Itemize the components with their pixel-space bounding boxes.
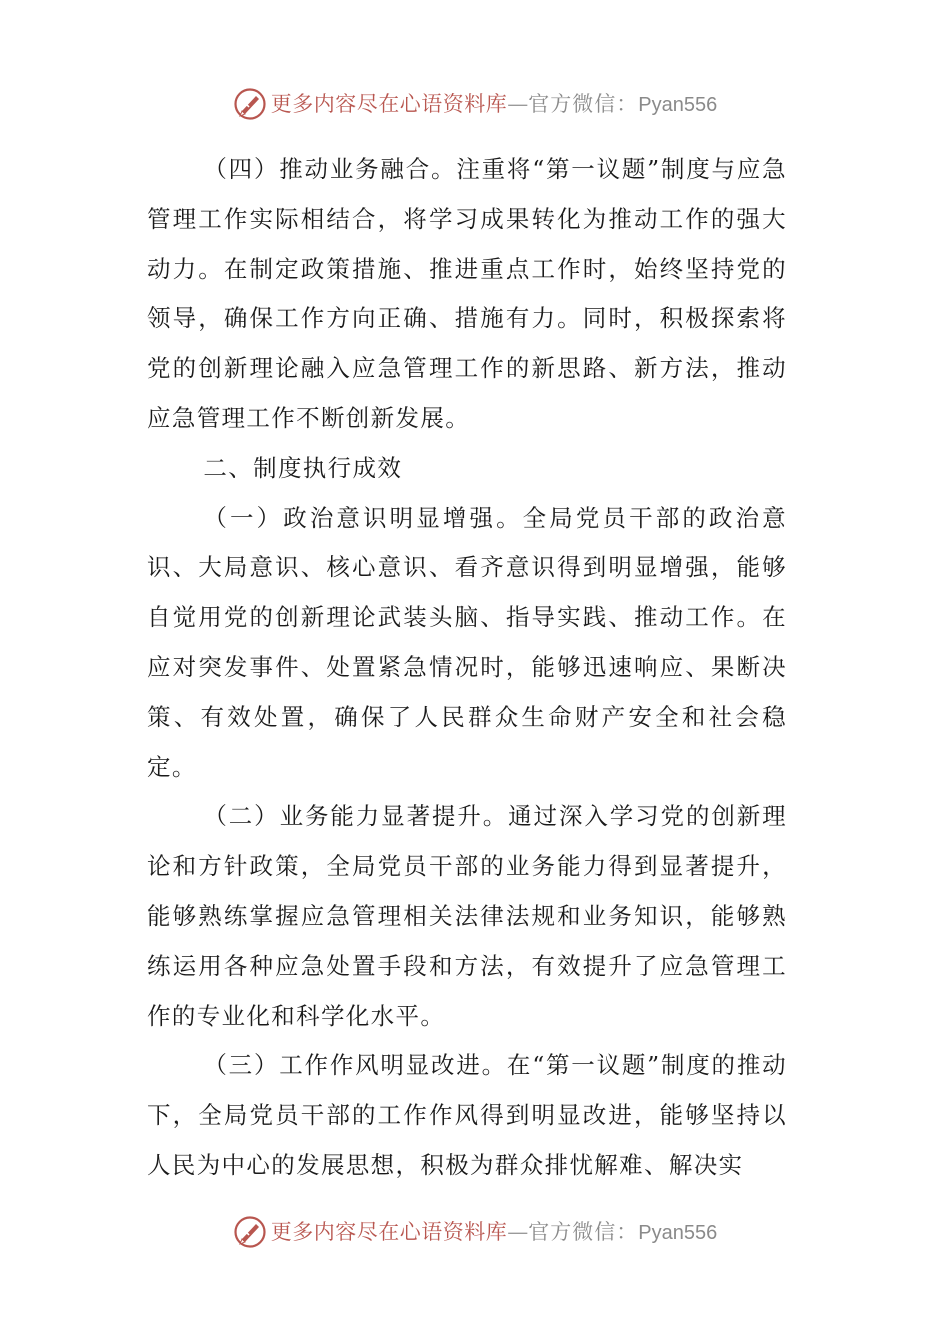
watermark-main-text: 更多内容尽在心语资料库 [270,1219,508,1244]
watermark-sub-text: 官方微信： [528,1219,639,1244]
watermark-wechat-id: Pyan556 [638,1221,718,1244]
paragraph-business-integration: （四）推动业务融合。注重将“第一议题”制度与应急管理工作实际相结合，将学习成果转化为推动工作的强大动力。在制定政策措施、推进重点工作时，始终坚持党的领导，确保工作方向正确、措施有力。同时，积极探索将党的创新理论融入应急管理工作的新思路、新方法，推动应急管理工作不断创新发展。 [147,155,787,432]
paragraph-political-awareness: （一）政治意识明显增强。全局党员干部的政治意识、大局意识、核心意识、看齐意识得到明显增强，能够自觉用党的创新理论武装头脑、指导实践、推动工作。在应对突发事件、处置紧急情况时，能够迅速响应、果断决策、有效处置，确保了人民群众生命财产安全和社会稳定。 [147,503,787,781]
section-heading-execution-results: 二、制度执行成效 [203,453,403,482]
watermark-dash: — [507,1219,529,1244]
pen-logo-icon [233,87,267,121]
watermark-header [0,84,950,124]
watermark-wechat-id: Pyan556 [638,93,718,116]
paragraph-work-style: （三）工作作风明显改进。在“第一议题”制度的推动下，全局党员干部的工作作风得到明显改进，能够坚持以人民为中心的发展思想，积极为群众排忧解难、解决实 [147,1051,787,1179]
pen-logo-icon [233,1215,267,1249]
watermark-dash: — [507,91,529,116]
document-body [147,145,787,1191]
watermark-footer [0,1212,950,1252]
watermark-sub-text: 官方微信： [528,91,639,116]
watermark-main-text: 更多内容尽在心语资料库 [270,91,508,116]
paragraph-business-capability: （二）业务能力显著提升。通过深入学习党的创新理论和方针政策，全局党员干部的业务能力得到显著提升，能够熟练掌握应急管理相关法律法规和业务知识，能够熟练运用各种应急处置手段和方法，有效提升了应急管理工作的专业化和科学化水平。 [147,802,787,1030]
